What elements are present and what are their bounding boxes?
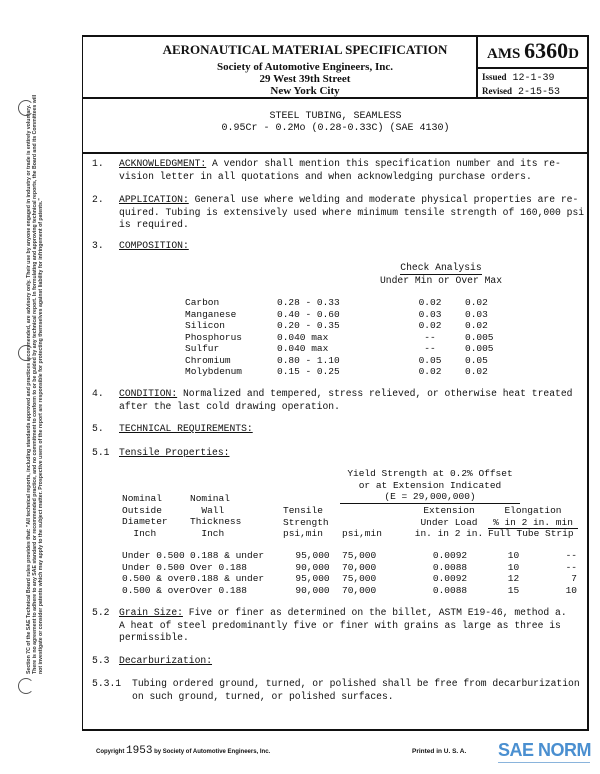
subject-composition: 0.95Cr - 0.2Mo (0.28-0.33C) (SAE 4130) xyxy=(221,123,450,134)
section-text: Normalized and tempered, stress relieved, or otherwise heat treated after the last cold drawing operation. xyxy=(119,388,573,412)
ams-prefix: AMS xyxy=(487,46,521,62)
table-cell: -- xyxy=(424,331,436,343)
table-row xyxy=(185,320,525,332)
table-row xyxy=(185,343,525,355)
section-3 xyxy=(92,240,588,253)
document-title: AERONAUTICAL MATERIAL SPECIFICATION xyxy=(162,42,448,57)
section-number: 1. xyxy=(92,158,104,169)
table-row xyxy=(185,332,525,344)
section-5-3 xyxy=(92,655,588,668)
table-cell: 0.188 & under xyxy=(190,550,265,561)
col-wall: Nominal Wall Thickness Inch xyxy=(190,493,242,539)
col-elongation: Elongation % in 2 in. min xyxy=(488,505,578,529)
table-cell: 0.05 xyxy=(465,354,488,366)
revised-date: 2-15-53 xyxy=(518,87,561,98)
revised-label: Revised xyxy=(482,86,512,96)
table-cell: 12 xyxy=(507,573,520,584)
table-cell: 0.02 xyxy=(418,297,442,308)
check-header: Check Analysis xyxy=(400,262,482,273)
org-name: Society of Automotive Engineers, Inc. xyxy=(217,61,393,73)
issued-label: Issued xyxy=(482,72,507,82)
section-5-3-1 xyxy=(92,678,588,703)
col-tensile: Tensile Strength psi,min xyxy=(283,505,329,539)
copyright xyxy=(96,745,270,757)
col-extension: Extension Under Load in. in 2 in. xyxy=(414,505,484,539)
table-cell: 0.040 max xyxy=(277,331,329,343)
table-cell: 10 xyxy=(565,584,577,596)
copyright-year: 1953 xyxy=(126,745,153,757)
table-row xyxy=(122,585,577,597)
address-street: 29 West 39th Street xyxy=(259,73,351,85)
section-number: 5.1 xyxy=(92,447,110,458)
table-cell: 0.188 & under xyxy=(190,573,265,584)
check-subheader: Under Min or Over Max xyxy=(379,274,503,286)
tensile-table xyxy=(122,550,577,596)
table-cell: Under 0.500 xyxy=(122,550,185,561)
section-heading: Decarburization: xyxy=(119,655,213,666)
table-cell: 0.02 xyxy=(418,366,442,377)
table-cell: 0.500 & over xyxy=(122,584,191,596)
table-row xyxy=(122,573,577,585)
table-cell: 0.02 xyxy=(465,297,488,308)
table-cell: Under 0.500 xyxy=(122,561,185,573)
section-number: 5.3 xyxy=(92,655,110,666)
table-cell: 0.28 - 0.33 xyxy=(277,297,340,308)
table-cell: 0.40 - 0.60 xyxy=(277,308,340,320)
table-cell: Over 0.188 xyxy=(190,584,248,596)
section-5-2 xyxy=(92,607,588,645)
section-2 xyxy=(92,194,588,232)
col-od: Nominal Outside Diameter Inch xyxy=(122,493,168,539)
punch-hole xyxy=(18,345,34,361)
section-5-1 xyxy=(92,447,588,460)
table-cell: -- xyxy=(565,561,577,573)
section-text: Tubing ordered ground, turned, or polished shall be free from decarburization on such ground, turned, or polished surfaces. xyxy=(132,678,580,702)
table-row xyxy=(185,355,525,367)
table-cell: 10 xyxy=(507,550,520,561)
section-heading: TECHNICAL REQUIREMENTS: xyxy=(119,423,253,434)
table-cell: 90,000 xyxy=(295,561,330,573)
section-text: A vendor shall mention this specification number and its re- vision letter in all quotations and when acknowledging purchase orders. xyxy=(119,158,561,182)
col-full-tube: Full Tube xyxy=(488,528,540,539)
table-cell: 0.80 - 1.10 xyxy=(277,354,340,366)
section-text: General use where welding and moderate physical properties are re- quired. Tubing is extensively used where minimum tensile strength of 160,000 psi is required. xyxy=(119,194,585,230)
col-yield: psi,min xyxy=(342,528,382,539)
section-1 xyxy=(92,158,588,183)
table-cell: -- xyxy=(565,550,577,561)
table-row xyxy=(185,366,525,378)
section-number: 5.3.1 xyxy=(92,678,122,689)
table-cell: 90,000 xyxy=(295,584,330,596)
table-cell: 0.005 xyxy=(465,343,494,354)
section-text: Five or finer as determined on the billet, ASTM E19-46, method a. A heat of steel predominantly five or finer with grains as large as three is permissible. xyxy=(119,607,567,643)
table-cell: 0.03 xyxy=(418,308,442,320)
table-cell: -- xyxy=(424,343,436,354)
table-cell: 0.040 max xyxy=(277,343,329,354)
sae-norm-watermark: SAE NORM xyxy=(498,740,592,760)
section-5 xyxy=(92,423,588,436)
table-cell: 0.15 - 0.25 xyxy=(277,366,340,377)
section-heading: COMPOSITION: xyxy=(119,240,189,251)
table-cell: 0.02 xyxy=(465,366,488,377)
composition-table xyxy=(185,297,525,378)
section-4 xyxy=(92,388,588,413)
table-cell: 0.02 xyxy=(465,320,488,331)
section-number: 4. xyxy=(92,388,104,399)
section-number: 5.2 xyxy=(92,607,110,618)
col-elong-sub xyxy=(488,528,574,540)
ams-number xyxy=(478,38,588,64)
table-cell: Sulfur xyxy=(185,343,220,354)
table-cell: 75,000 xyxy=(342,550,377,561)
section-heading: Tensile Properties: xyxy=(119,447,230,458)
table-cell: 75,000 xyxy=(342,573,377,584)
table-cell: 7 xyxy=(571,573,577,584)
table-cell: Chromium xyxy=(185,354,231,366)
issued-date: 12-1-39 xyxy=(512,73,555,84)
table-cell: 15 xyxy=(507,584,520,596)
table-cell: 0.0092 xyxy=(432,573,468,584)
table-row xyxy=(122,550,577,562)
table-cell: 70,000 xyxy=(342,584,377,596)
section-number: 3. xyxy=(92,240,104,251)
table-cell: 0.005 xyxy=(465,331,494,343)
table-cell: Over 0.188 xyxy=(190,561,248,573)
yield-header: Yield Strength at 0.2% Offset or at Extension Indicated (E = 29,000,000) xyxy=(340,468,520,504)
table-cell: 10 xyxy=(507,561,520,573)
section-heading: APPLICATION: xyxy=(119,194,189,205)
table-cell: 0.500 & over xyxy=(122,573,191,584)
printed-in: Printed in U. S. A. xyxy=(412,748,467,755)
table-cell: 0.0088 xyxy=(432,584,468,596)
table-cell: 70,000 xyxy=(342,561,377,573)
watermark-rule xyxy=(498,762,590,763)
section-heading: Grain Size: xyxy=(119,607,183,618)
table-row xyxy=(185,309,525,321)
address-city: New York City xyxy=(270,85,340,97)
table-cell: Molybdenum xyxy=(185,366,243,377)
table-cell: 0.03 xyxy=(465,308,488,320)
table-cell: 95,000 xyxy=(295,573,330,584)
table-cell: Phosphorus xyxy=(185,331,243,343)
table-cell: 0.05 xyxy=(418,354,442,366)
ams-revision: D xyxy=(568,46,579,62)
table-cell: Silicon xyxy=(185,320,225,331)
table-cell: Carbon xyxy=(185,297,220,308)
section-heading: ACKNOWLEDGMENT: xyxy=(119,158,207,169)
table-cell: 0.20 - 0.35 xyxy=(277,320,340,331)
divider xyxy=(82,152,589,154)
punch-hole xyxy=(18,100,34,116)
table-cell: 0.02 xyxy=(418,320,442,331)
dates xyxy=(482,71,560,99)
divider xyxy=(476,67,589,69)
check-analysis-header xyxy=(376,262,506,286)
table-row xyxy=(185,297,525,309)
publisher xyxy=(140,61,470,97)
col-strip: Strip xyxy=(545,528,574,539)
ams-code: 6360 xyxy=(524,38,569,63)
section-number: 5. xyxy=(92,423,104,434)
subject xyxy=(82,111,589,135)
copyright-holder: by Society of Automotive Engineers, Inc. xyxy=(154,749,271,755)
table-cell: Manganese xyxy=(185,308,237,320)
section-number: 2. xyxy=(92,194,104,205)
section-heading: CONDITION: xyxy=(119,388,178,399)
table-cell: 0.0088 xyxy=(432,561,468,573)
table-row xyxy=(122,562,577,574)
punch-hole xyxy=(18,678,34,694)
side-disclaimer: Section 7C of the SAE Technical Board rules provides that: "All technical reports, including standards approved and practices recommended, are advisory only. Their use by anyone engaged in industry or trade is entirely voluntary. There is no agreement to adhere to any SAE standard or recommended practice, and no commitment to conform to or be guided by any technical report. In formulating and approving technical reports, the Board and its Committees will not investigate or consider patents which may apply to the subject matter. Prospective users of the report are responsible for protecting themselves against liability for infringement of patents." xyxy=(26,94,44,674)
table-cell: 95,000 xyxy=(295,550,330,561)
table-cell: 0.0092 xyxy=(432,550,468,561)
copyright-label: Copyright xyxy=(96,749,125,755)
subject-title: STEEL TUBING, SEAMLESS xyxy=(269,111,402,122)
